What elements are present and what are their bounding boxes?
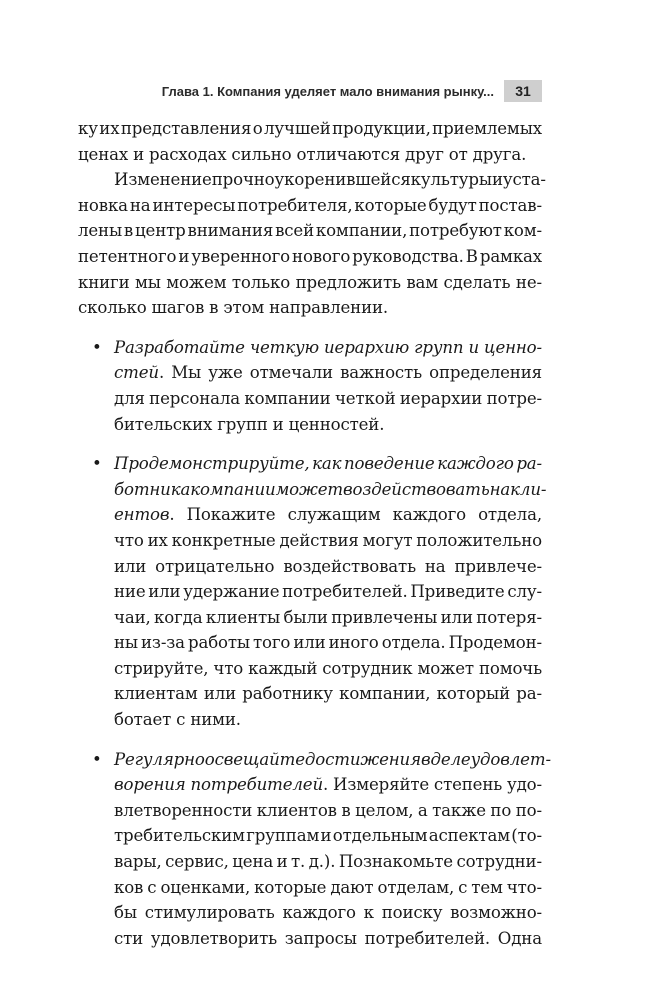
text-line: для персонала компании четкой иерархии потре-	[114, 388, 542, 408]
bullet-item: • Продемонстрируйте, как поведение каждого ра-	[78, 451, 542, 477]
bullet-item: • Регулярно освещайте достижения в деле удовлет-	[78, 747, 542, 773]
text-line: бы стимулировать каждого к поиску возможно-	[114, 903, 542, 923]
text-line: влетворенности клиентов в целом, а также по по-	[114, 800, 542, 820]
chapter-title: Глава 1. Компания уделяет мало внимания рынку...	[161, 83, 494, 99]
bullet-icon: •	[92, 337, 102, 357]
text-line: лены в центр внимания всей компании, потребуют ком-	[78, 221, 542, 241]
text-line: что их конкретные действия могут положительно	[114, 530, 542, 550]
bullet-icon: •	[92, 454, 102, 474]
text-line: чаи, когда клиенты были привлечены или потеря-	[114, 607, 542, 627]
text-line: сколько шагов в этом направлении.	[78, 298, 389, 318]
text-line: клиентам или работнику компании, который ра-	[114, 684, 542, 704]
running-header	[0, 80, 542, 102]
text-line: Изменение прочно укоренившейся культуры и уста-	[114, 170, 546, 190]
text-line: бительских групп и ценностей.	[114, 414, 385, 434]
text-line: новка на интересы потребителя, которые будут постав-	[78, 195, 542, 215]
text-line: ку их представления о лучшей продукции, приемлемых	[78, 119, 542, 138]
text-line: книги мы можем только предложить вам сделать не-	[78, 272, 542, 292]
text-line: ботника компании может воздействовать на кли-	[114, 479, 547, 499]
text-line: сти удовлетворить запросы потребителей. Одна	[114, 928, 542, 948]
text-line: ботает с ними.	[114, 710, 241, 730]
text-line: стей. Мы уже отмечали важность определения	[114, 363, 542, 383]
text-line: ние или удержание потребителей. Приведите слу-	[114, 582, 542, 602]
text-line: ков с оценками, которые дают отделам, с тем что-	[114, 877, 542, 897]
text-line: или отрицательно воздействовать на привлече-	[114, 556, 542, 576]
page-number: 31	[504, 80, 542, 102]
body-text	[78, 116, 551, 951]
text-line: ценах и расходах сильно отличаются друг от друга.	[78, 144, 527, 164]
bullet-icon: •	[92, 749, 102, 769]
text-line: ворения потребителей. Измеряйте степень удо-	[114, 775, 542, 795]
text-line: ентов. Покажите служащим каждого отдела,	[114, 505, 542, 525]
text-line: требительским группам и отдельным аспектам (то-	[114, 826, 542, 846]
text-line: вары, сервис, цена и т. д.). Познакомьте сотрудни-	[114, 852, 542, 872]
bullet-item: • Разработайте четкую иерархию групп и ценно-	[78, 335, 542, 361]
text-line: стрируйте, что каждый сотрудник может помочь	[114, 658, 542, 678]
text-line: петентного и уверенного нового руководства. В рамках	[78, 246, 542, 266]
text-line: ны из-за работы того или иного отдела. Продемон-	[114, 633, 542, 653]
